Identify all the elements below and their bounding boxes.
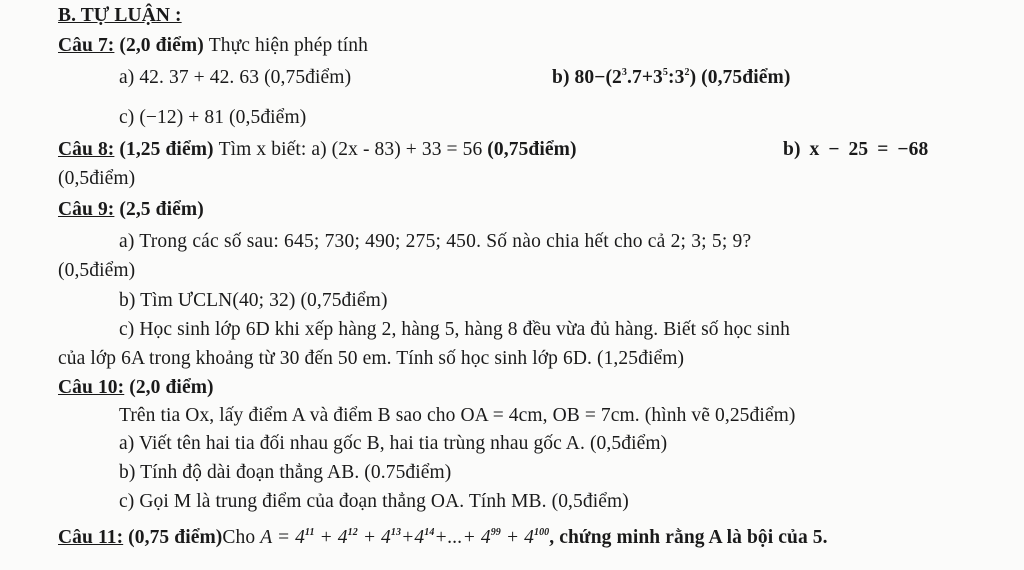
section-heading xyxy=(58,4,182,28)
q7-prompt: Thực hiện phép tính xyxy=(208,35,369,56)
q7-part-a xyxy=(119,66,351,90)
q7-c-text: c) (−12) + 81 xyxy=(119,107,225,128)
q10-label: Câu 10: xyxy=(58,377,125,398)
q8-b-points: (0,5điểm) xyxy=(58,168,136,189)
q9-c-text-line1: c) Học sinh lớp 6D khi xếp hàng 2, hàng 5, hàng 8 đều vừa đủ hàng. Biết số học sinh xyxy=(119,319,790,340)
q9-part-c-line1 xyxy=(119,318,790,342)
q9-c-points: (1,25điểm) xyxy=(596,348,685,369)
q7-c-points: (0,5điểm) xyxy=(229,107,307,128)
q7-a-points: (0,75điểm) xyxy=(264,67,352,88)
q10-b-text: b) Tính độ dài đoạn thẳng AB. xyxy=(119,462,360,483)
q10-points: (2,0 điểm) xyxy=(129,377,214,398)
q10-c-points: (0,5điểm) xyxy=(551,491,629,512)
q9-part-b xyxy=(119,289,388,313)
q9-points: (2,5 điểm) xyxy=(119,199,204,220)
q9-a-points: (0,5điểm) xyxy=(58,260,136,281)
q9-b-points: (0,75điểm) xyxy=(300,290,388,311)
q10-part-b xyxy=(119,461,451,485)
q7-b-label: b) xyxy=(552,67,570,88)
q8-b-points-line xyxy=(58,167,135,191)
q11-label: Câu 11: xyxy=(58,527,124,548)
q10-part-a xyxy=(119,432,667,456)
q10-c-text: c) Gọi M là trung điểm của đoạn thẳng OA. Tính MB. xyxy=(119,491,547,512)
q9-c-text-line2: của lớp 6A trong khoảng từ 30 đến 50 em. Tính số học sinh lớp 6D. xyxy=(58,348,592,369)
q8-header xyxy=(58,138,577,162)
q10-intro-text: Trên tia Ox, lấy điểm A và điểm B sao cho OA = 4cm, OB = 7cm. xyxy=(119,405,640,426)
q11-line xyxy=(58,526,828,550)
q10-part-c xyxy=(119,490,629,514)
q9-label: Câu 9: xyxy=(58,199,115,220)
q8-b-text: b) x − 25 = −68 xyxy=(783,139,929,160)
q8-part-b xyxy=(783,138,928,162)
q11-points: (0,75 điểm) xyxy=(128,527,223,548)
q7-part-c xyxy=(119,106,306,130)
q10-intro xyxy=(119,404,796,428)
q7-label: Câu 7: xyxy=(58,35,115,56)
q8-prompt: Tìm x biết: a) (2x - 83) + 33 = 56 xyxy=(218,139,483,160)
q9-b-text: b) Tìm ƯCLN(40; 32) xyxy=(119,290,296,311)
q11-prompt: Cho xyxy=(222,527,256,548)
q7-header xyxy=(58,34,368,58)
q9-part-c-line2 xyxy=(58,347,684,371)
q11-expression: $A = 4^{11} + 4^{12} + 4^{13}+4^{14}+...+ 4^{99} + 4^{100}$ xyxy=(260,527,550,548)
q9-part-a xyxy=(119,230,751,254)
q9-header xyxy=(58,198,204,222)
q10-b-points: (0.75điểm) xyxy=(364,462,452,483)
section-heading-text: B. TỰ LUẬN : xyxy=(58,5,182,26)
q7-b-expression: $80-(2^3.7+3^5:3^2)$ xyxy=(574,67,697,88)
q10-intro-points: (hình vẽ 0,25điểm) xyxy=(644,405,796,426)
q8-a-points: (0,75điểm) xyxy=(487,139,577,160)
q7-points: (2,0 điểm) xyxy=(119,35,204,56)
q7-a-text: a) 42. 37 + 42. 63 xyxy=(119,67,260,88)
q7-b-points: (0,75điểm) xyxy=(701,67,791,88)
q10-a-points: (0,5điểm) xyxy=(589,433,668,454)
q9-a-points-line xyxy=(58,259,135,283)
q11-tail: , chứng minh rằng A là bội của 5. xyxy=(549,527,828,548)
q8-label: Câu 8: xyxy=(58,139,115,160)
q9-a-text: a) Trong các số sau: 645; 730; 490; 275; 450. Số nào chia hết cho cả 2; 3; 5; 9? xyxy=(119,231,752,252)
q10-header xyxy=(58,376,214,400)
q7-part-b xyxy=(552,66,790,90)
q8-points: (1,25 điểm) xyxy=(119,139,214,160)
q10-a-text: a) Viết tên hai tia đối nhau gốc B, hai tia trùng nhau gốc A. xyxy=(119,433,585,454)
